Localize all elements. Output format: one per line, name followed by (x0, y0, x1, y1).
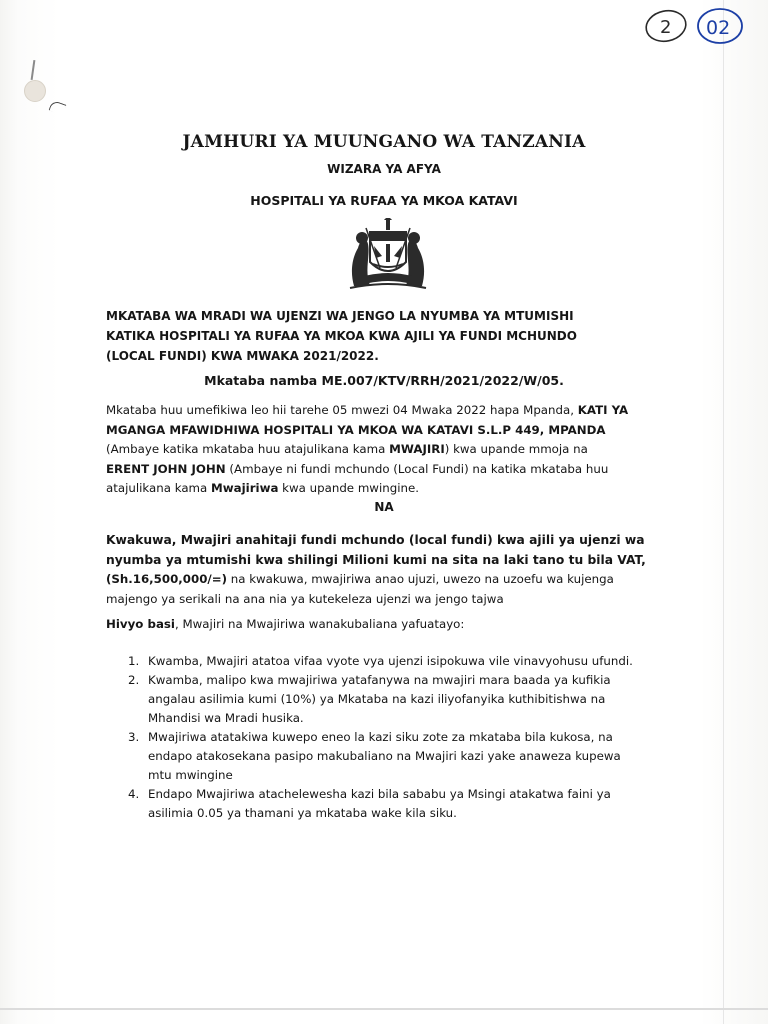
contract-title-line: (LOCAL FUNDI) KWA MWAKA 2021/2022. (106, 349, 379, 363)
term-number: 3. (128, 730, 140, 744)
recital-line: Kwakuwa, Mwajiri anahitaji fundi mchundo (local fundi) kwa ajili ya ujenzi wa (106, 533, 645, 547)
intro-paragraph (106, 401, 666, 499)
agreement-intro (106, 615, 666, 635)
handwritten-mark-1: 2 (660, 17, 672, 38)
term-line: asilimia 0.05 ya thamani ya mkataba wake kila siku. (148, 806, 457, 820)
list-item (128, 671, 688, 728)
term-number: 2. (128, 673, 140, 687)
terms-list (128, 652, 688, 823)
intro-text: kwa upande mwingine. (278, 481, 419, 495)
term-number: 4. (128, 787, 140, 801)
list-item (128, 728, 688, 785)
scan-bottom-edge (0, 1008, 768, 1010)
handwritten-page-marks (632, 4, 750, 50)
intro-text: ) kwa upande mmoja na (444, 442, 588, 456)
agreement-text: , Mwajiri na Mwajiriwa wanakubaliana yafuatayo: (174, 617, 465, 631)
scan-artifact (31, 60, 36, 80)
pen-mark (49, 100, 67, 115)
handwritten-mark-2: 02 (706, 17, 731, 39)
employee-label: Mwajiriwa (211, 481, 279, 495)
term-line: Kwamba, malipo kwa mwajiriwa yatafanywa na mwajiri mara baada ya kufikia (148, 673, 611, 687)
list-item (128, 652, 688, 671)
contractor-name: ERENT JOHN JOHN (106, 461, 226, 476)
agreement-lead: Hivyo basi (106, 617, 175, 631)
punch-hole (24, 80, 46, 102)
contract-amount: (Sh.16,500,000/=) (106, 572, 227, 586)
term-line: mtu mwingine (148, 768, 233, 782)
contract-number: Mkataba namba ME.007/KTV/RRH/2021/2022/W/05. (204, 373, 564, 388)
term-line: Mwajiriwa atatakiwa kuwepo eneo la kazi siku zote za mkataba bila kukosa, na (148, 730, 613, 744)
term-line: Kwamba, Mwajiri atatoa vifaa vyote vya ujenzi isipokuwa vile vinavyohusu ufundi. (148, 654, 633, 668)
na-separator: NA (374, 500, 394, 514)
term-line: Endapo Mwajiriwa atachelewesha kazi bila sababu ya Msingi atakatwa faini ya (148, 787, 611, 801)
employer-name: MGANGA MFAWIDHIWA HOSPITALI YA MKOA WA KATAVI S.L.P 449, MPANDA (106, 422, 606, 437)
contract-title-line: MKATABA WA MRADI WA UJENZI WA JENGO LA NYUMBA YA MTUMISHI (106, 309, 574, 323)
contract-title (106, 306, 666, 366)
term-line: angalau asilimia kumi (10%) ya Mkataba na kazi iliyofanyika kuthibitishwa na (148, 692, 606, 706)
list-item (128, 785, 688, 823)
ministry-title: WIZARA YA AFYA (327, 162, 441, 176)
employer-label: MWAJIRI (389, 442, 445, 456)
intro-text: atajulikana kama (106, 481, 212, 495)
recital-paragraph (106, 531, 666, 609)
hospital-title: HOSPITALI YA RUFAA YA MKOA KATAVI (250, 193, 518, 208)
intro-bold: KATI YA (577, 403, 629, 417)
recital-line: majengo ya serikali na ana nia ya kutekeleza ujenzi wa jengo tajwa (106, 591, 504, 606)
intro-text: Mkataba huu umefikiwa leo hii tarehe 05 mwezi 04 Mwaka 2022 hapa Mpanda, (106, 403, 578, 417)
intro-text: (Ambaye ni fundi mchundo (Local Fundi) na katika mkataba huu (225, 461, 609, 476)
term-number: 1. (128, 654, 140, 668)
term-line: endapo atakosekana pasipo makubaliano na Mwajiri kazi yake anaweza kupewa (148, 749, 621, 763)
coat-of-arms-icon (340, 218, 436, 292)
republic-title: JAMHURI YA MUUNGANO WA TANZANIA (182, 132, 586, 152)
contract-title-line: KATIKA HOSPITALI YA RUFAA YA MKOA KWA AJILI YA FUNDI MCHUNDO (106, 329, 577, 343)
term-line: Mhandisi wa Mradi husika. (148, 711, 304, 725)
recital-line: nyumba ya mtumishi kwa shilingi Milioni kumi na sita na laki tano tu bila VAT, (106, 552, 646, 567)
intro-text: (Ambaye katika mkataba huu atajulikana kama (106, 442, 390, 456)
recital-text: na kwakuwa, mwajiriwa anao ujuzi, uwezo na uzoefu wa kujenga (226, 572, 614, 586)
